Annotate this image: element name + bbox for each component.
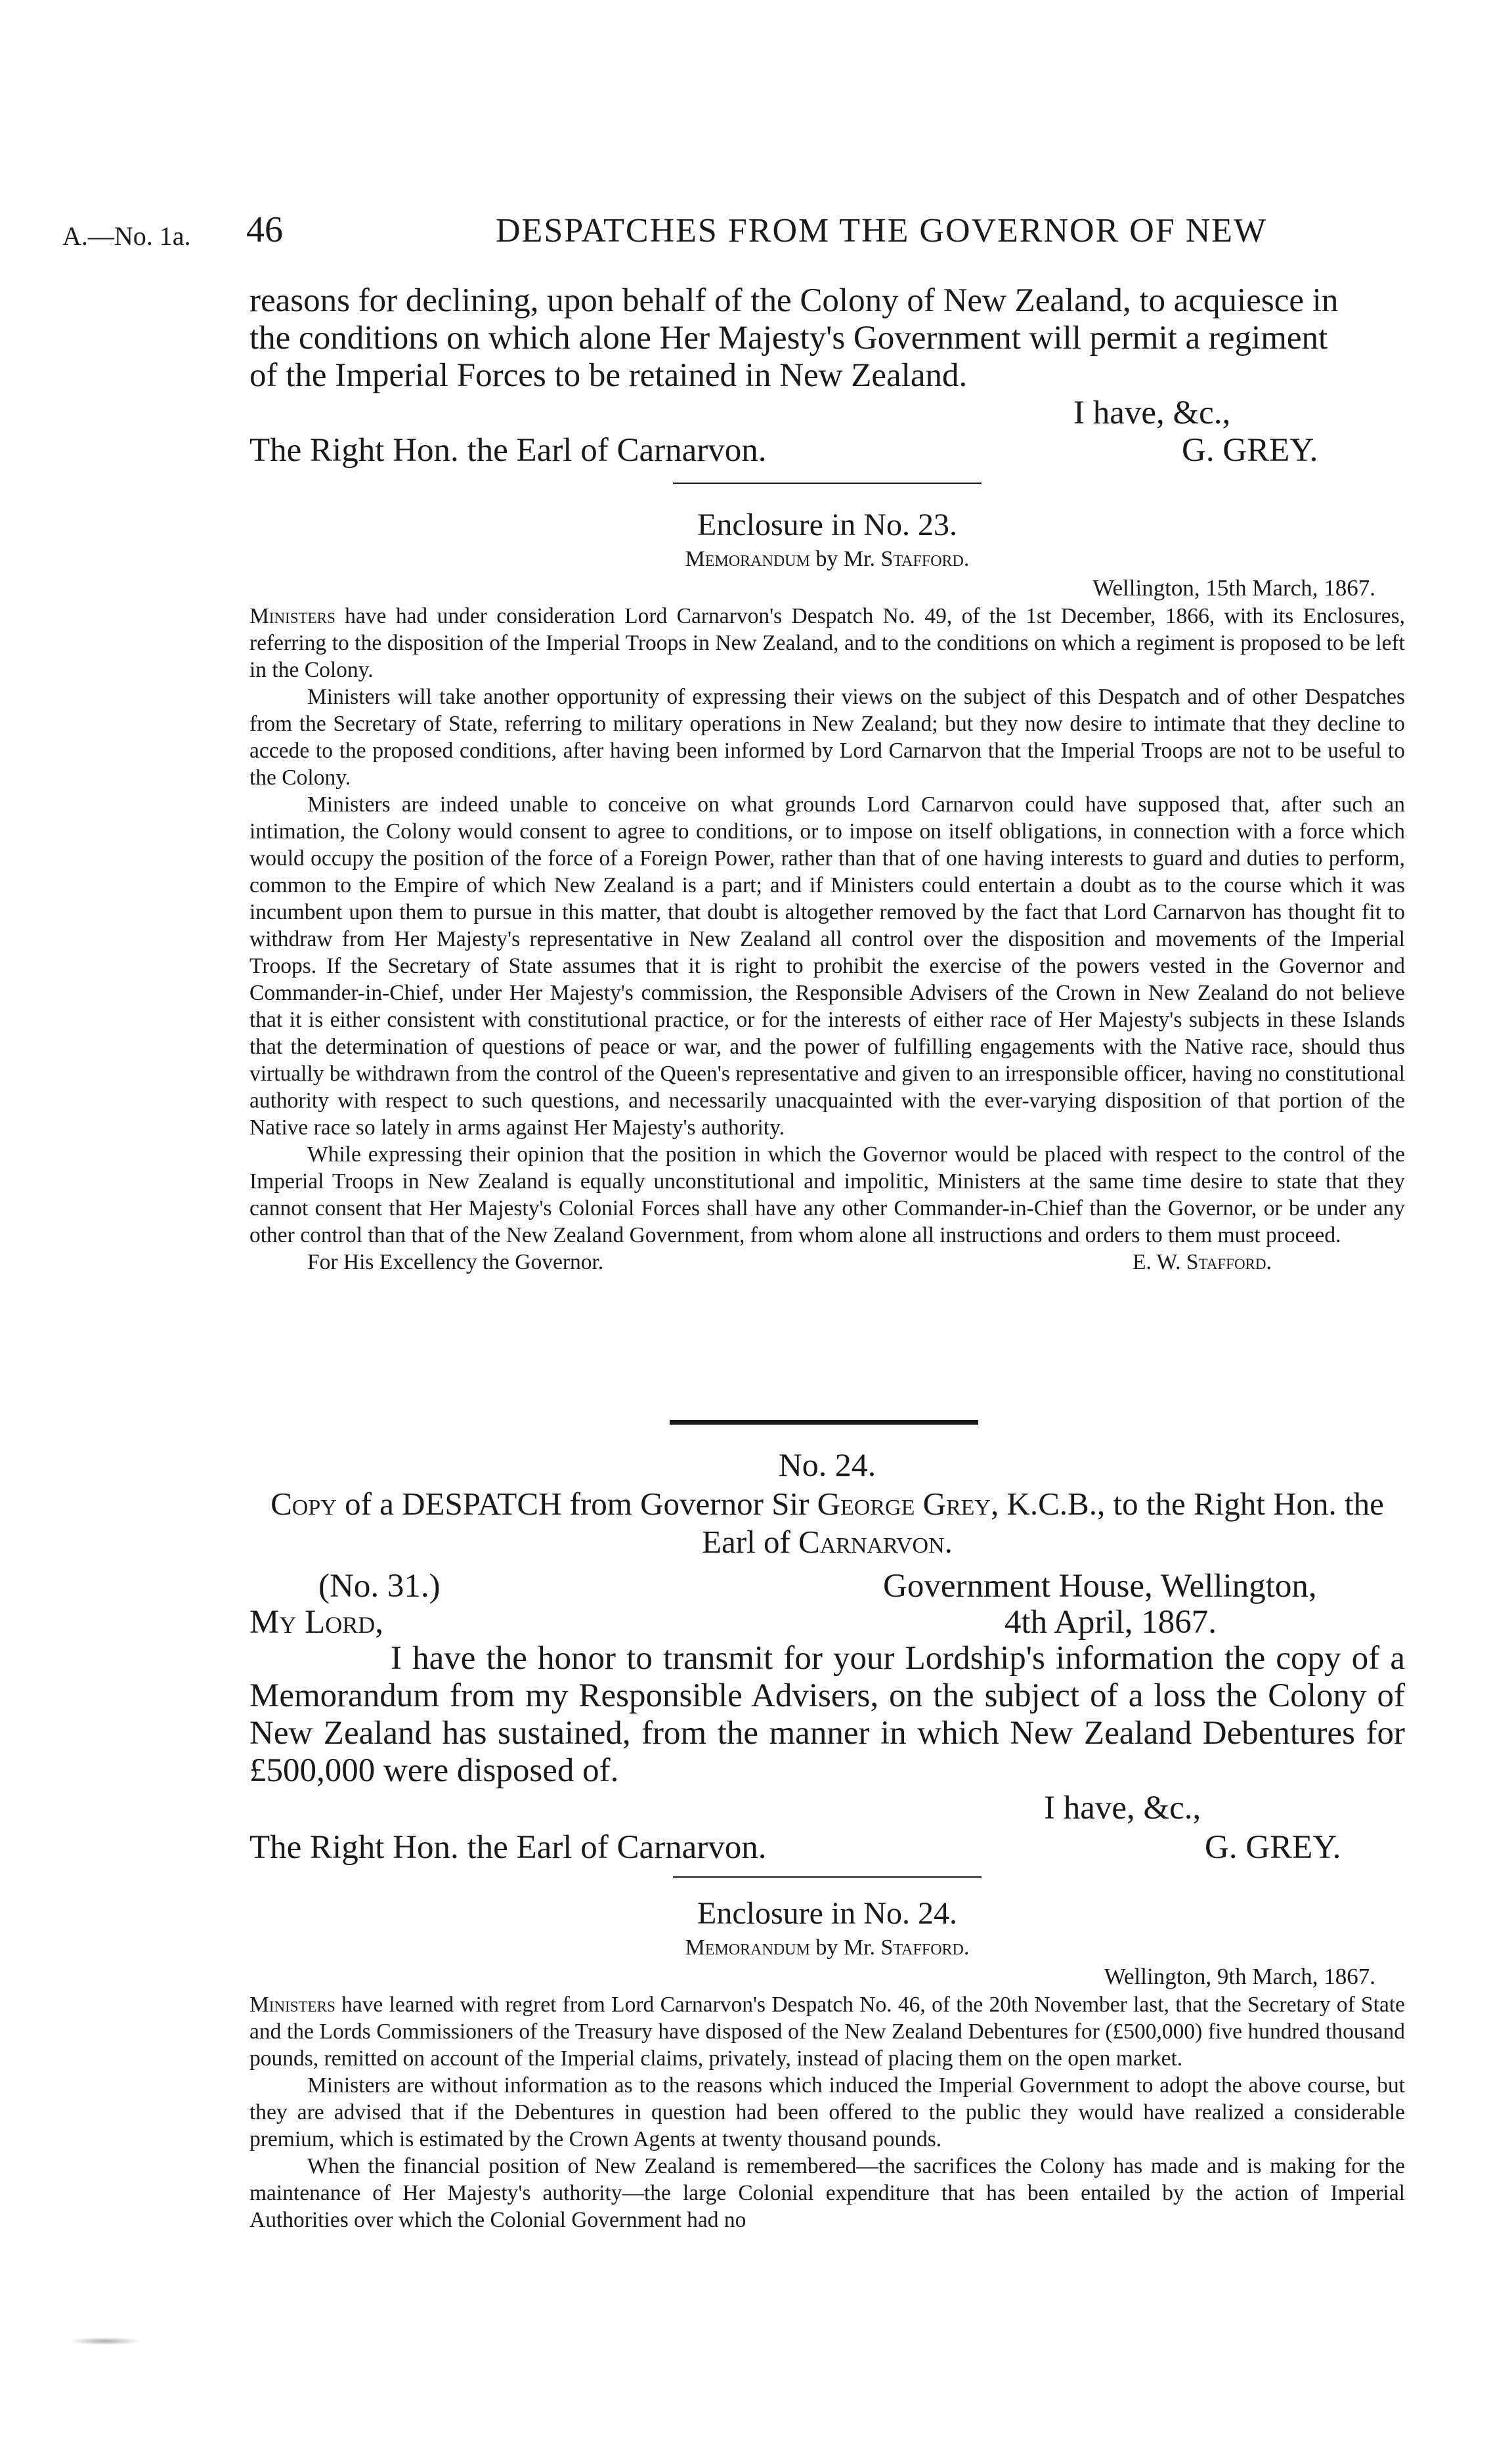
- memo-by: by Mr.: [815, 547, 876, 571]
- paragraph: [249, 1991, 1405, 2072]
- despatch-place: Government House, Wellington,: [883, 1568, 1317, 1605]
- running-header: [62, 209, 1349, 255]
- memo-body: [249, 1991, 1405, 2233]
- enclosure-23: [249, 506, 1405, 1276]
- enclosure-heading: Enclosure in No. 23.: [697, 507, 957, 542]
- despatch-meta: [249, 1568, 1405, 1640]
- paragraph: Ministers are without information as to the reasons which induced the Imperial Government to adopt the above course, but they are advised that if the Debentures in question had been offered to the public they would have realized a considerable premium, which is estimated by the Crown Agents at twenty thousand pounds.: [249, 2073, 1405, 2151]
- from-gov: from Governor Sir: [569, 1486, 810, 1522]
- cont-line: reasons for declining, upon behalf of the Colony of New Zealand, to acquiesce in: [249, 282, 1339, 319]
- memo-by: by Mr.: [815, 1935, 876, 1960]
- enclosure-heading: Enclosure in No. 24.: [697, 1896, 957, 1931]
- of-a: of a: [345, 1486, 394, 1522]
- paragraph-text: have learned with regret from Lord Carnarvon's Despatch No. 46, of the 20th November last, that the Secretary of State and the Lords Commissioners of the Treasury have disposed of the New Zealand Debentures for (£500,000) five hundred thousand pounds, remitted on account of the Imperial claims, privately, instead of placing them on the open market.: [249, 1993, 1406, 2071]
- addressee: The Right Hon. the Earl of Carnarvon.: [249, 1829, 767, 1866]
- memo-word: Memorandum: [685, 547, 810, 571]
- memo-word: Memorandum: [685, 1935, 810, 1960]
- place-date: Wellington, 9th March, 1867.: [1104, 1964, 1375, 1989]
- signer: [1133, 1249, 1272, 1276]
- memo-name: Stafford.: [880, 1935, 970, 1960]
- continued-despatch: [249, 282, 1405, 469]
- memo-line: [249, 1933, 1405, 1962]
- right-hon: Right Hon. the Earl of: [702, 1486, 1384, 1560]
- major-divider: [670, 1420, 978, 1425]
- memo-body: [249, 603, 1405, 1276]
- for-line: For His Excellency the Governor.: [307, 1250, 604, 1274]
- signature: G. GREY.: [1182, 432, 1318, 469]
- kcb: K.C.B., to the: [1006, 1486, 1186, 1522]
- sender: George Grey,: [817, 1486, 999, 1522]
- memo-line: [249, 545, 1405, 574]
- running-title: DESPATCHES FROM THE GOVERNOR OF NEW: [496, 212, 1268, 249]
- despatch-title: [249, 1485, 1405, 1561]
- recipient: Carnarvon.: [798, 1524, 953, 1560]
- section-divider: [673, 483, 982, 484]
- cont-line: the conditions on which alone Her Majesty's Government will permit a regiment: [249, 320, 1328, 356]
- closing: I have, &c.,: [1073, 395, 1231, 431]
- paragraph-text: have had under consideration Lord Carnarvon's Despatch No. 49, of the 1st December, 1866, with its Enclosures, referring to the disposition of the Imperial Troops in New Zealand, and to the conditions on which a regiment is proposed to be left in the Colony.: [249, 604, 1406, 682]
- despatch-ref: (No. 31.): [318, 1568, 441, 1605]
- paragraph: I have the honor to transmit for your Lordship's information the copy of a Memorandum from my Responsible Advisers, on the subject of a loss the Colony of New Zealand has sustained, from the manner in which New Zealand Debentures for £500,000 were disposed of.: [249, 1640, 1405, 1789]
- section-divider: [673, 1876, 982, 1878]
- enclosure-24: [249, 1894, 1405, 2233]
- signature: G. GREY.: [1205, 1829, 1341, 1866]
- page-number: 46: [246, 209, 283, 250]
- paragraph: When the financial position of New Zealand is remembered—the sacrifices the Colony has made and is making for the maintenance of Her Majesty's authority—the large Colonial expenditure that has been entailed by the action of Imperial Authorities over which the Colonial Government had no: [249, 2154, 1405, 2232]
- paper-code: A.—No. 1a.: [62, 221, 191, 251]
- signer-name: Stafford.: [1186, 1250, 1272, 1274]
- addressee: The Right Hon. the Earl of Carnarvon.: [249, 432, 767, 469]
- lead-word: Ministers: [249, 604, 335, 628]
- signer-initials: E. W.: [1133, 1250, 1181, 1274]
- despatch-date: 4th April, 1867.: [1004, 1604, 1217, 1641]
- despatch-word: DESPATCH: [402, 1486, 562, 1522]
- paragraph: While expressing their opinion that the position in which the Governor would be placed with respect to the control of the Imperial Troops in New Zealand is equally unconstitutional and impolitic, Ministers at the same time desire to state that they cannot consent that Her Majesty's Colonial Forces shall have any other Commander-in-Chief than the Governor, or be under any other control than that of the New Zealand Government, from whom alone all instructions and orders to them must proceed.: [249, 1142, 1405, 1247]
- scan-smudge: [69, 2337, 141, 2345]
- despatch-number: No. 24.: [778, 1446, 876, 1483]
- paragraph: [249, 603, 1405, 683]
- closing: I have, &c.,: [1044, 1790, 1201, 1826]
- copy-word: Copy: [270, 1486, 337, 1522]
- place-date: Wellington, 15th March, 1867.: [1092, 575, 1375, 601]
- memo-name: Stafford.: [880, 547, 970, 571]
- paragraph: Ministers will take another opportunity of expressing their views on the subject of this Despatch and of other Despatches from the Secretary of State, referring to military operations in New Zealand; but they now desire to intimate that they decline to accede to the proposed conditions, after having been informed by Lord Carnarvon that the Imperial Troops are not to be useful to the Colony.: [249, 685, 1405, 790]
- cont-line: of the Imperial Forces to be retained in New Zealand.: [249, 357, 968, 394]
- despatch-24: [249, 1444, 1405, 1868]
- paragraph: Ministers are indeed unable to conceive on what grounds Lord Carnarvon could have supposed that, after such an intimation, the Colony would consent to agree to conditions, or to impose on itself obligations, in connection with a force which would occupy the position of the force of a Foreign Power, rather than that of one having interests to guard and duties to perform, common to the Empire of which New Zealand is a part; and if Ministers could entertain a doubt as to the course which it was incumbent upon them to pursue in this matter, that doubt is altogether removed by the fact that Lord Carnarvon has thought fit to withdraw from Her Majesty's representative in New Zealand all control over the disposition and movements of the Imperial Troops. If the Secretary of State assumes that it is right to prohibit the exercise of the powers vested in the Governor and Commander-in-Chief, under Her Majesty's commission, the Responsible Advisers of the Crown in New Zealand do not believe that it is either consistent with constitutional practice, or for the interests of either race of Her Majesty's subjects in these Islands that the determination of questions of peace or war, and the power of fulfilling engagements with the Native race, should thus virtually be withdrawn from the control of the Queen's representative and given to an irresponsible officer, having no constitutional authority with respect to such questions, and necessarily unacquainted with the ever-varying disposition of that portion of the Native race so lately in arms against Her Majesty's authority.: [249, 792, 1405, 1140]
- salutation: My Lord,: [249, 1604, 384, 1641]
- despatch-body: [249, 1640, 1405, 1868]
- lead-word: Ministers: [249, 1993, 335, 2017]
